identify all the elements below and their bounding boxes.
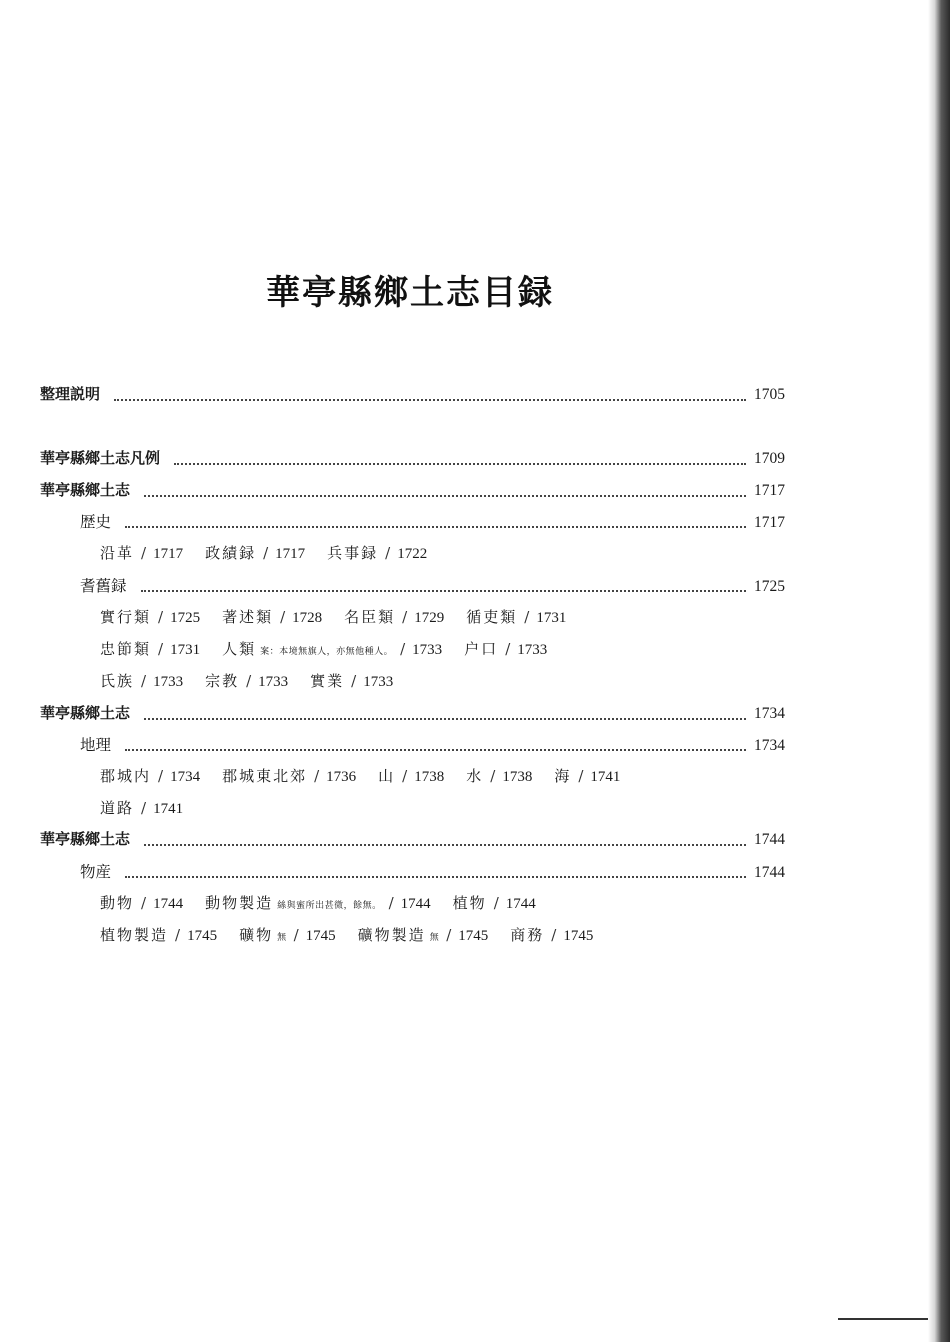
subsection-page: 1731	[536, 610, 567, 626]
page-separator: /	[141, 799, 147, 817]
toc-entry[interactable]	[80, 733, 785, 759]
subsection-page: 1733	[153, 674, 184, 690]
toc-entry-page: 1744	[754, 831, 785, 848]
subsection-entry[interactable]	[327, 542, 427, 563]
subsection-entry[interactable]	[453, 892, 536, 913]
subsection-line	[100, 924, 615, 950]
subsection-name: 沿革	[100, 544, 135, 562]
page-separator: /	[578, 767, 584, 785]
page-separator: /	[524, 608, 530, 626]
toc-entry-page: 1734	[754, 705, 785, 722]
subsection-page: 1731	[170, 642, 201, 658]
toc-entry-page: 1717	[754, 482, 785, 499]
page-separator: /	[446, 926, 452, 944]
subsection-entry[interactable]	[222, 638, 442, 659]
subsection-entry[interactable]	[510, 924, 593, 945]
page-separator: /	[400, 640, 406, 658]
subsection-name: 礦物製造	[357, 926, 426, 944]
dot-leader	[144, 717, 746, 720]
subsection-name: 動物	[100, 894, 135, 912]
page-separator: /	[263, 544, 269, 562]
toc-entry-label: 華亭縣鄉土志	[40, 830, 131, 848]
subsection-entry[interactable]	[464, 638, 547, 659]
subsection-page: 1745	[305, 928, 336, 944]
subsection-name: 政績録	[205, 544, 257, 562]
subsection-name: 忠節類	[100, 640, 152, 658]
subsection-name: 山	[378, 767, 396, 785]
subsection-page: 1741	[590, 769, 621, 785]
subsection-page: 1738	[414, 769, 445, 785]
subsection-entry[interactable]	[466, 606, 566, 627]
subsection-entry[interactable]	[554, 765, 620, 786]
subsection-page: 1733	[363, 674, 394, 690]
toc-entry[interactable]	[40, 479, 785, 505]
page-separator: /	[402, 767, 408, 785]
subsection-name: 兵事録	[327, 544, 379, 562]
subsection-name: 郡城内	[100, 767, 152, 785]
subsection-entry[interactable]	[100, 638, 200, 659]
page-separator: /	[505, 640, 511, 658]
subsection-entry[interactable]	[466, 765, 532, 786]
subsection-entry[interactable]	[100, 924, 217, 945]
subsection-page: 1745	[458, 928, 489, 944]
subsection-name: 植物製造	[100, 926, 169, 944]
toc-entry[interactable]	[40, 383, 785, 409]
dot-leader	[144, 843, 746, 846]
subsection-page: 1738	[502, 769, 533, 785]
subsection-name: 著述類	[222, 608, 274, 626]
page-separator: /	[158, 608, 164, 626]
subsection-entry[interactable]	[100, 765, 200, 786]
dot-leader	[125, 748, 746, 751]
subsection-line	[100, 670, 415, 696]
toc-entry[interactable]	[80, 860, 785, 886]
page-separator: /	[280, 608, 286, 626]
subsection-name: 郡城東北郊	[222, 767, 308, 785]
subsection-entry[interactable]	[358, 924, 489, 945]
toc-entry[interactable]	[80, 510, 785, 536]
subsection-entry[interactable]	[239, 924, 336, 945]
dot-leader	[144, 494, 746, 497]
subsection-entry[interactable]	[378, 765, 444, 786]
subsection-page: 1736	[326, 769, 357, 785]
toc-entry-page: 1734	[754, 737, 785, 754]
subsection-entry[interactable]	[205, 670, 288, 691]
subsection-name: 海	[554, 767, 572, 785]
toc-entry-page: 1725	[754, 578, 785, 595]
subsection-name: 實行類	[100, 608, 152, 626]
dot-leader	[141, 589, 746, 592]
toc-entry-label: 地理	[80, 736, 112, 754]
subsection-page: 1744	[153, 896, 184, 912]
subsection-line	[100, 765, 642, 791]
subsection-page: 1725	[170, 610, 201, 626]
subsection-page: 1741	[153, 801, 184, 817]
subsection-note: 案：本境無旗人，亦無他種人。	[260, 647, 394, 657]
subsection-name: 人類	[222, 640, 257, 658]
toc-entry-label: 華亭縣鄉土志凡例	[40, 449, 161, 467]
page-separator: /	[175, 926, 181, 944]
subsection-page: 1744	[400, 896, 431, 912]
page-edge-shadow	[928, 0, 950, 1342]
subsection-entry[interactable]	[100, 892, 183, 913]
page-separator: /	[158, 767, 164, 785]
page-separator: /	[141, 544, 147, 562]
subsection-page: 1745	[187, 928, 218, 944]
page-separator: /	[246, 672, 252, 690]
subsection-page: 1729	[414, 610, 445, 626]
subsection-entry[interactable]	[205, 892, 431, 913]
subsection-name: 道路	[100, 799, 135, 817]
toc-entry-label: 華亭縣鄉土志	[40, 704, 131, 722]
dot-leader	[114, 398, 746, 401]
subsection-note: 無	[429, 933, 440, 943]
subsection-entry[interactable]	[100, 797, 183, 818]
toc-entry-label: 物産	[80, 863, 112, 881]
subsection-name: 宗教	[205, 672, 240, 690]
toc-entry-label: 整理説明	[40, 385, 101, 403]
page-separator: /	[141, 672, 147, 690]
toc-entry[interactable]	[40, 828, 785, 854]
dot-leader	[125, 525, 746, 528]
subsection-entry[interactable]	[100, 606, 200, 627]
page-separator: /	[141, 894, 147, 912]
subsection-name: 實業	[310, 672, 345, 690]
page-separator: /	[351, 672, 357, 690]
subsection-line	[100, 542, 449, 568]
subsection-page: 1717	[153, 546, 184, 562]
toc-entry-label: 華亭縣鄉土志	[40, 481, 131, 499]
toc-entry-label: 耆舊録	[80, 577, 127, 595]
page-separator: /	[388, 894, 394, 912]
page-separator: /	[551, 926, 557, 944]
toc-entry-page: 1744	[754, 864, 785, 881]
subsection-name: 水	[466, 767, 484, 785]
subsection-page: 1734	[170, 769, 201, 785]
subsection-name: 氏族	[100, 672, 135, 690]
page-separator: /	[490, 767, 496, 785]
subsection-note: 絲與蜜所出甚微，餘無。	[277, 901, 382, 911]
toc-entry[interactable]	[40, 702, 785, 728]
subsection-page: 1745	[563, 928, 594, 944]
subsection-entry[interactable]	[205, 542, 305, 563]
page-separator: /	[385, 544, 391, 562]
toc-entry-page: 1705	[754, 386, 785, 403]
subsection-page: 1728	[292, 610, 323, 626]
subsection-name: 户口	[464, 640, 499, 658]
subsection-page: 1733	[258, 674, 289, 690]
subsection-name: 植物	[452, 894, 487, 912]
subsection-page: 1733	[412, 642, 443, 658]
toc-entry[interactable]	[80, 574, 785, 600]
page-separator: /	[493, 894, 499, 912]
page-separator: /	[158, 640, 164, 658]
toc-entry-label: 歴史	[80, 513, 112, 531]
subsection-name: 循吏類	[466, 608, 518, 626]
subsection-entry[interactable]	[100, 670, 183, 691]
toc-entry-page: 1717	[754, 514, 785, 531]
dot-leader	[125, 875, 746, 878]
subsection-entry[interactable]	[100, 542, 183, 563]
subsection-note: 無	[277, 933, 287, 943]
subsection-entry[interactable]	[310, 670, 393, 691]
subsection-name: 商務	[510, 926, 545, 944]
toc-entry[interactable]	[40, 447, 785, 473]
subsection-page: 1722	[397, 546, 428, 562]
page-title: 華亭縣鄉土志目録	[266, 272, 554, 313]
subsection-name: 動物製造	[205, 894, 274, 912]
subsection-name: 名臣類	[344, 608, 396, 626]
dot-leader	[174, 462, 746, 465]
subsection-page: 1717	[275, 546, 306, 562]
page-separator: /	[293, 926, 299, 944]
subsection-line	[100, 638, 569, 664]
subsection-line	[100, 797, 205, 823]
page-separator: /	[402, 608, 408, 626]
subsection-line	[100, 892, 558, 918]
page-edge-line	[838, 1318, 928, 1320]
toc-entry-page: 1709	[754, 450, 785, 467]
subsection-entry[interactable]	[222, 606, 322, 627]
subsection-entry[interactable]	[222, 765, 356, 786]
subsection-entry[interactable]	[344, 606, 444, 627]
subsection-line	[100, 606, 588, 632]
page-separator: /	[314, 767, 320, 785]
subsection-name: 礦物	[239, 926, 274, 944]
subsection-page: 1733	[517, 642, 548, 658]
subsection-page: 1744	[505, 896, 536, 912]
